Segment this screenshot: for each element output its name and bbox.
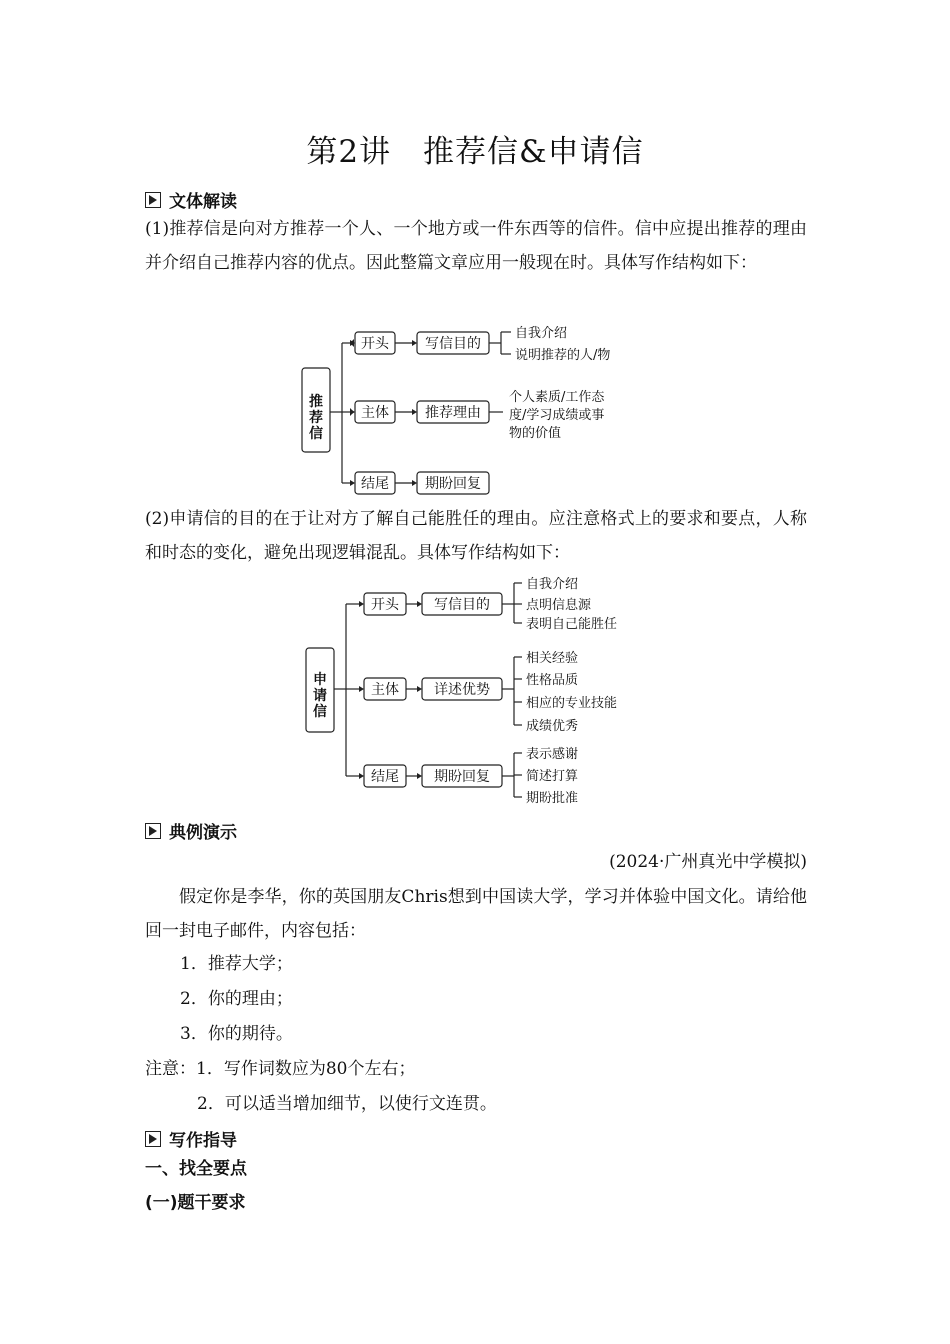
task-item: 3．你的期待。 xyxy=(180,1024,293,1044)
part-label: 结尾 xyxy=(361,476,389,492)
mid-label: 详述优势 xyxy=(434,682,490,698)
section-heading-guide xyxy=(145,1126,237,1151)
section-heading-example xyxy=(145,818,237,843)
root-char: 信 xyxy=(313,704,327,720)
leaf-label: 表明自己能胜任 xyxy=(526,617,618,632)
mid-label: 期盼回复 xyxy=(425,476,481,492)
section-label: 写作指导 xyxy=(169,1131,237,1151)
part-label: 开头 xyxy=(371,597,399,613)
leaf-label: 自我介绍 xyxy=(515,326,568,341)
mid-label: 推荐理由 xyxy=(425,405,481,421)
leaf-label: 相关经验 xyxy=(526,651,579,666)
task-item: 2．你的理由； xyxy=(180,989,293,1009)
mid-label: 写信目的 xyxy=(434,597,490,613)
root-char: 信 xyxy=(309,426,323,442)
section-label: 典例演示 xyxy=(169,823,237,843)
play-icon xyxy=(145,823,161,839)
leaf-label: 度/学习成绩或事 xyxy=(509,408,605,423)
mid-label: 期盼回复 xyxy=(434,769,490,785)
guide-subheading: (一)题干要求 xyxy=(145,1193,246,1213)
part-label: 开头 xyxy=(361,336,389,352)
root-char: 请 xyxy=(313,688,327,704)
task-item: 1．推荐大学； xyxy=(180,954,293,974)
task-note: 注意：1．写作词数应为80个左右； xyxy=(145,1059,416,1079)
recommendation-structure-diagram xyxy=(295,320,655,500)
paragraph-recommendation: (1)推荐信是向对方推荐一个人、一个地方或一件东西等的信件。信中应提出推荐的理由并介绍自己推荐内容的优点。因此整篇文章应用一般现在时。具体写作结构如下： xyxy=(145,219,807,273)
leaf-label: 期盼批准 xyxy=(526,791,579,806)
section-heading-genre xyxy=(145,187,237,212)
application-structure-diagram xyxy=(300,572,660,808)
root-char: 荐 xyxy=(309,410,323,426)
part-label: 主体 xyxy=(371,682,399,698)
play-icon xyxy=(145,192,161,208)
task-intro: 假定你是李华，你的英国朋友Chris想到中国读大学，学习并体验中国文化。请给他回一封电子邮件，内容包括： xyxy=(145,887,807,941)
task-note: 2．可以适当增加细节，以使行文连贯。 xyxy=(197,1094,497,1114)
leaf-label: 成绩优秀 xyxy=(526,719,579,734)
leaf-label: 性格品质 xyxy=(526,673,579,688)
leaf-label: 简述打算 xyxy=(526,769,579,784)
section-label: 文体解读 xyxy=(169,192,237,212)
play-icon xyxy=(145,1131,161,1147)
leaf-label: 相应的专业技能 xyxy=(526,696,618,711)
leaf-label: 点明信息源 xyxy=(526,598,592,613)
guide-heading: 一、找全要点 xyxy=(145,1159,247,1179)
page-title: 第2讲 推荐信&申请信 xyxy=(306,134,644,170)
paragraph-application: (2)申请信的目的在于让对方了解自己能胜任的理由。应注意格式上的要求和要点，人称和时态的变化，避免出现逻辑混乱。具体写作结构如下： xyxy=(145,509,807,563)
leaf-label: 说明推荐的人/物 xyxy=(515,348,611,363)
leaf-label: 表示感谢 xyxy=(526,747,579,762)
leaf-label: 个人素质/工作态 xyxy=(509,390,605,405)
leaf-label: 自我介绍 xyxy=(526,577,579,592)
part-label: 结尾 xyxy=(371,769,399,785)
source-citation: (2024·广州真光中学模拟) xyxy=(609,852,807,872)
root-char: 申 xyxy=(313,672,327,688)
root-char: 推 xyxy=(309,394,323,410)
mid-label: 写信目的 xyxy=(425,336,481,352)
leaf-label: 物的价值 xyxy=(509,426,562,441)
part-label: 主体 xyxy=(361,405,389,421)
